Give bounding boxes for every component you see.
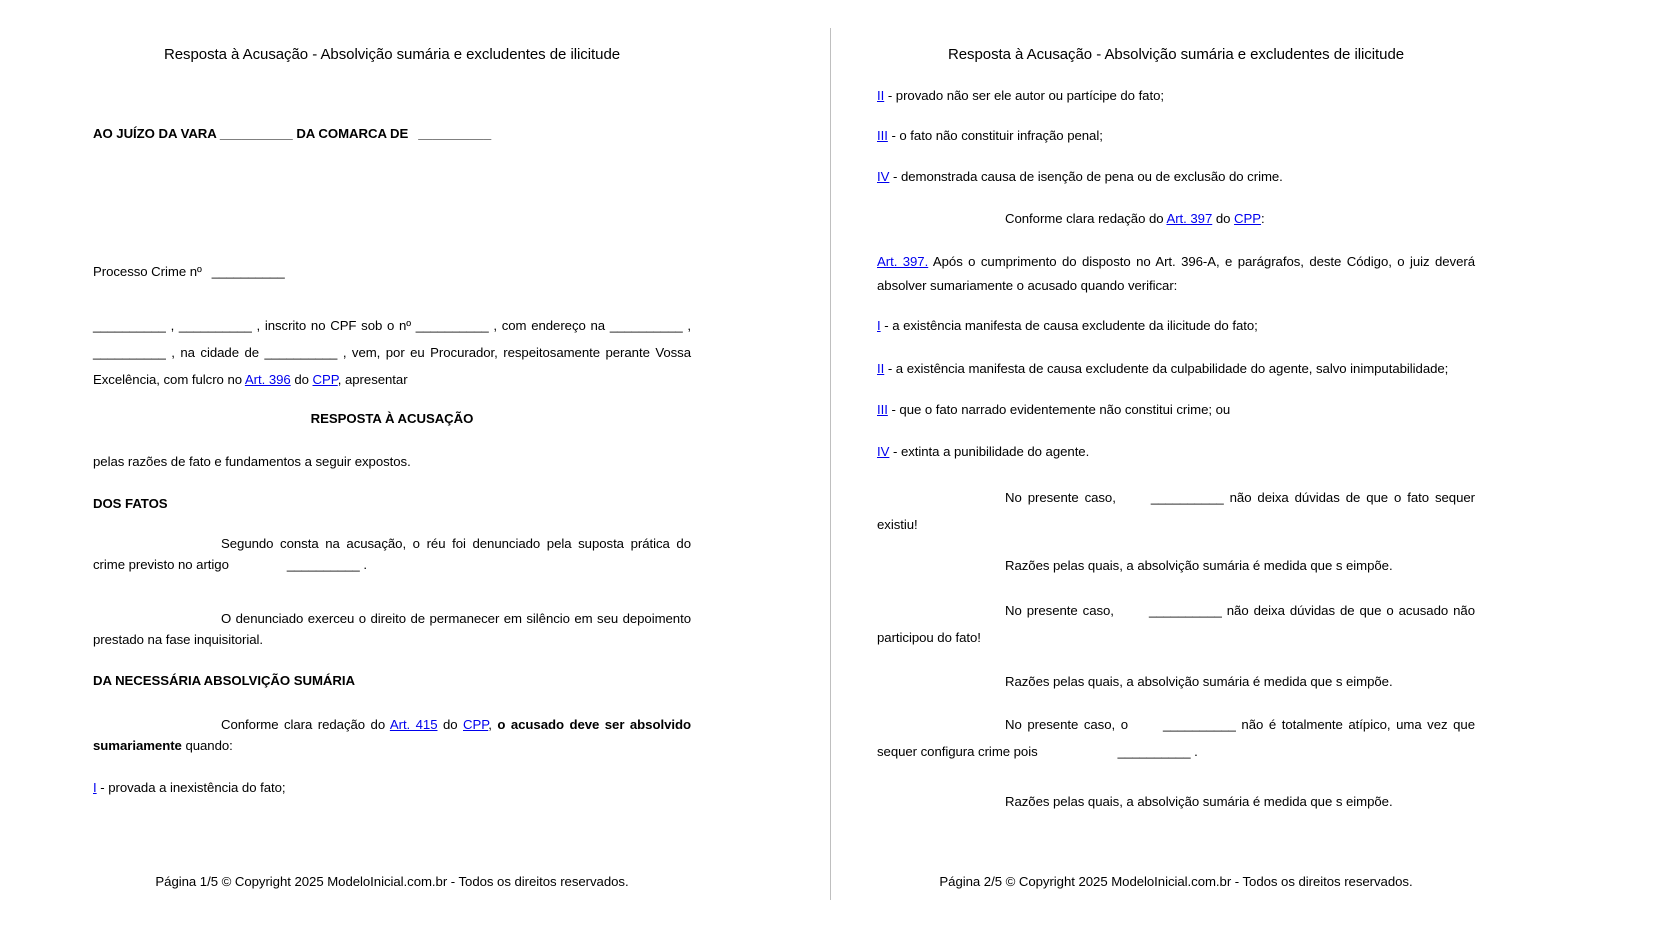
page-footer: Página 2/5 © Copyright 2025 ModeloInicial.com.br - Todos os direitos reservados. [939, 874, 1413, 889]
paragraph-denunciado-silencio: O denunciado exerceu o direito de permanecer em silêncio em seu depoimento prestado na fase inquisitorial. [93, 611, 691, 647]
item-text: - provada a inexistência do fato; [96, 780, 286, 795]
bold-emphasis-text: o acusado deve ser absolvido sumariamente [93, 717, 691, 753]
link-inciso-i[interactable]: I [877, 318, 881, 333]
roman-item-ii [877, 85, 1475, 106]
link-art-397[interactable]: Art. 397 [1166, 211, 1213, 226]
paragraph-text: Segundo consta na acusação, o réu foi denunciado pela suposta prática do crime previsto no artigo [93, 536, 691, 572]
link-inciso-iv[interactable]: IV [877, 444, 890, 459]
document-title: Resposta à Acusação - Absolvição sumária e excludentes de ilicitude [947, 46, 1405, 63]
roman-item-quote-i [877, 315, 1475, 336]
paragraph-quote-art-397 [877, 250, 1475, 298]
link-art-397[interactable]: Art. 397. [877, 254, 929, 269]
roman-item-quote-ii [877, 357, 1475, 380]
paragraph-text: . [359, 557, 367, 572]
paragraph-qualification [93, 312, 691, 393]
paragraph-no-presente-caso-1 [877, 484, 1475, 538]
item-text: - o fato não constituir infração penal; [887, 128, 1103, 143]
section-heading-dos-fatos: DOS FATOS [93, 496, 168, 511]
link-inciso-iii[interactable]: III [877, 128, 888, 143]
item-text: - extinta a punibilidade do agente. [889, 444, 1090, 459]
blank-field: __________ [1163, 717, 1236, 732]
qualification-text: __________ , __________ , inscrito no CPF sob o nº __________ , com endereço na __________ , __________ , na cidade de __________ , vem, por eu Procurador, respeitosamente perante Vossa Excelência, com fulcro no [93, 318, 691, 387]
qualification-text: do [290, 372, 313, 387]
paragraph-text: Conforme clara redação do [1005, 211, 1167, 226]
blank-field: __________ [1117, 744, 1191, 759]
link-inciso-ii[interactable]: II [877, 361, 885, 376]
link-inciso-iii[interactable]: III [877, 402, 888, 417]
blank-field: __________ [1150, 490, 1224, 505]
paragraph-text: No presente caso, o [1005, 717, 1128, 732]
paragraph-razoes-2: Razões pelas quais, a absolvição sumária é medida que s eimpõe. [1005, 674, 1393, 689]
paragraph-no-presente-caso-3 [877, 711, 1475, 765]
link-art-415[interactable]: Art. 415 [389, 717, 438, 732]
item-text: - a existência manifesta de causa excludente da ilicitude do fato; [880, 318, 1258, 333]
paragraph-text: , [488, 717, 498, 732]
page-footer: Página 1/5 © Copyright 2025 ModeloInicial.com.br - Todos os direitos reservados. [155, 874, 629, 889]
paragraph-text: do [1212, 211, 1235, 226]
paragraph-text: No presente caso, [1005, 490, 1116, 505]
addressee-line [93, 123, 691, 144]
link-inciso-i[interactable]: I [93, 780, 97, 795]
paragraph-text: Conforme clara redação do [221, 717, 390, 732]
roman-item-iii [877, 125, 1475, 146]
paragraph-no-presente-caso-2 [877, 597, 1475, 651]
blank-field: __________ [418, 126, 492, 141]
document-title: Resposta à Acusação - Absolvição sumária e excludentes de ilicitude [163, 46, 621, 63]
paragraph-razoes-1: Razões pelas quais, a absolvição sumária é medida que s eimpõe. [1005, 558, 1393, 573]
qualification-text: , apresentar [337, 372, 408, 387]
paragraph-text: do [437, 717, 463, 732]
paragraph-text: quando: [181, 738, 233, 753]
link-inciso-ii[interactable]: II [877, 88, 885, 103]
blank-field: __________ [211, 264, 285, 279]
link-cpp[interactable]: CPP [463, 717, 489, 732]
paragraph-text: : [1261, 211, 1265, 226]
paragraph-conforme-415 [93, 714, 691, 756]
link-cpp[interactable]: CPP [1234, 211, 1262, 226]
roman-item-quote-iii [877, 399, 1475, 420]
blank-field: __________ [286, 557, 360, 572]
paragraph-razoes-3: Razões pelas quais, a absolvição sumária é medida que s eimpõe. [1005, 794, 1393, 809]
paragraph-pelas-razoes: pelas razões de fato e fundamentos a seguir expostos. [93, 454, 411, 469]
page-1 [93, 0, 691, 933]
paragraph-text: No presente caso, [1005, 603, 1114, 618]
paragraph-text: não deixa dúvidas de que o acusado não participou do fato! [877, 603, 1475, 645]
quote-text: Após o cumprimento do disposto no Art. 396-A, e parágrafos, deste Código, o juiz deverá absolver sumariamente o acusado quando verificar: [877, 254, 1475, 293]
item-text: - demonstrada causa de isenção de pena ou de exclusão do crime. [889, 169, 1283, 184]
link-cpp[interactable]: CPP [312, 372, 338, 387]
blank-field: __________ [1148, 603, 1222, 618]
roman-item-i [93, 777, 691, 798]
paragraph-conforme-397 [877, 208, 1475, 229]
item-text: - provado não ser ele autor ou partícipe do fato; [884, 88, 1164, 103]
page-divider [830, 28, 831, 900]
item-text: - a existência manifesta de causa excludente da culpabilidade do agente, salvo inimputabilidade; [884, 361, 1449, 376]
section-heading-absolvicao-sumaria: DA NECESSÁRIA ABSOLVIÇÃO SUMÁRIA [93, 673, 355, 688]
paragraph-text: não é totalmente atípico, uma vez que sequer configura crime pois [877, 717, 1475, 759]
roman-item-quote-iv [877, 441, 1475, 462]
roman-item-iv [877, 166, 1475, 187]
paragraph-segundo-consta [93, 533, 691, 575]
link-art-396[interactable]: Art. 396 [244, 372, 291, 387]
paragraph-text: . [1190, 744, 1198, 759]
case-number-line [93, 261, 691, 282]
item-text: - que o fato narrado evidentemente não constitui crime; ou [887, 402, 1231, 417]
addressee-text: AO JUÍZO DA VARA __________ DA COMARCA DE [93, 126, 409, 141]
paragraph-text: não deixa dúvidas de que o fato sequer existiu! [877, 490, 1475, 532]
page-2 [877, 0, 1475, 933]
link-inciso-iv[interactable]: IV [877, 169, 890, 184]
case-number-label: Processo Crime nº [93, 264, 202, 279]
heading-resposta-acusacao: RESPOSTA À ACUSAÇÃO [310, 411, 474, 426]
